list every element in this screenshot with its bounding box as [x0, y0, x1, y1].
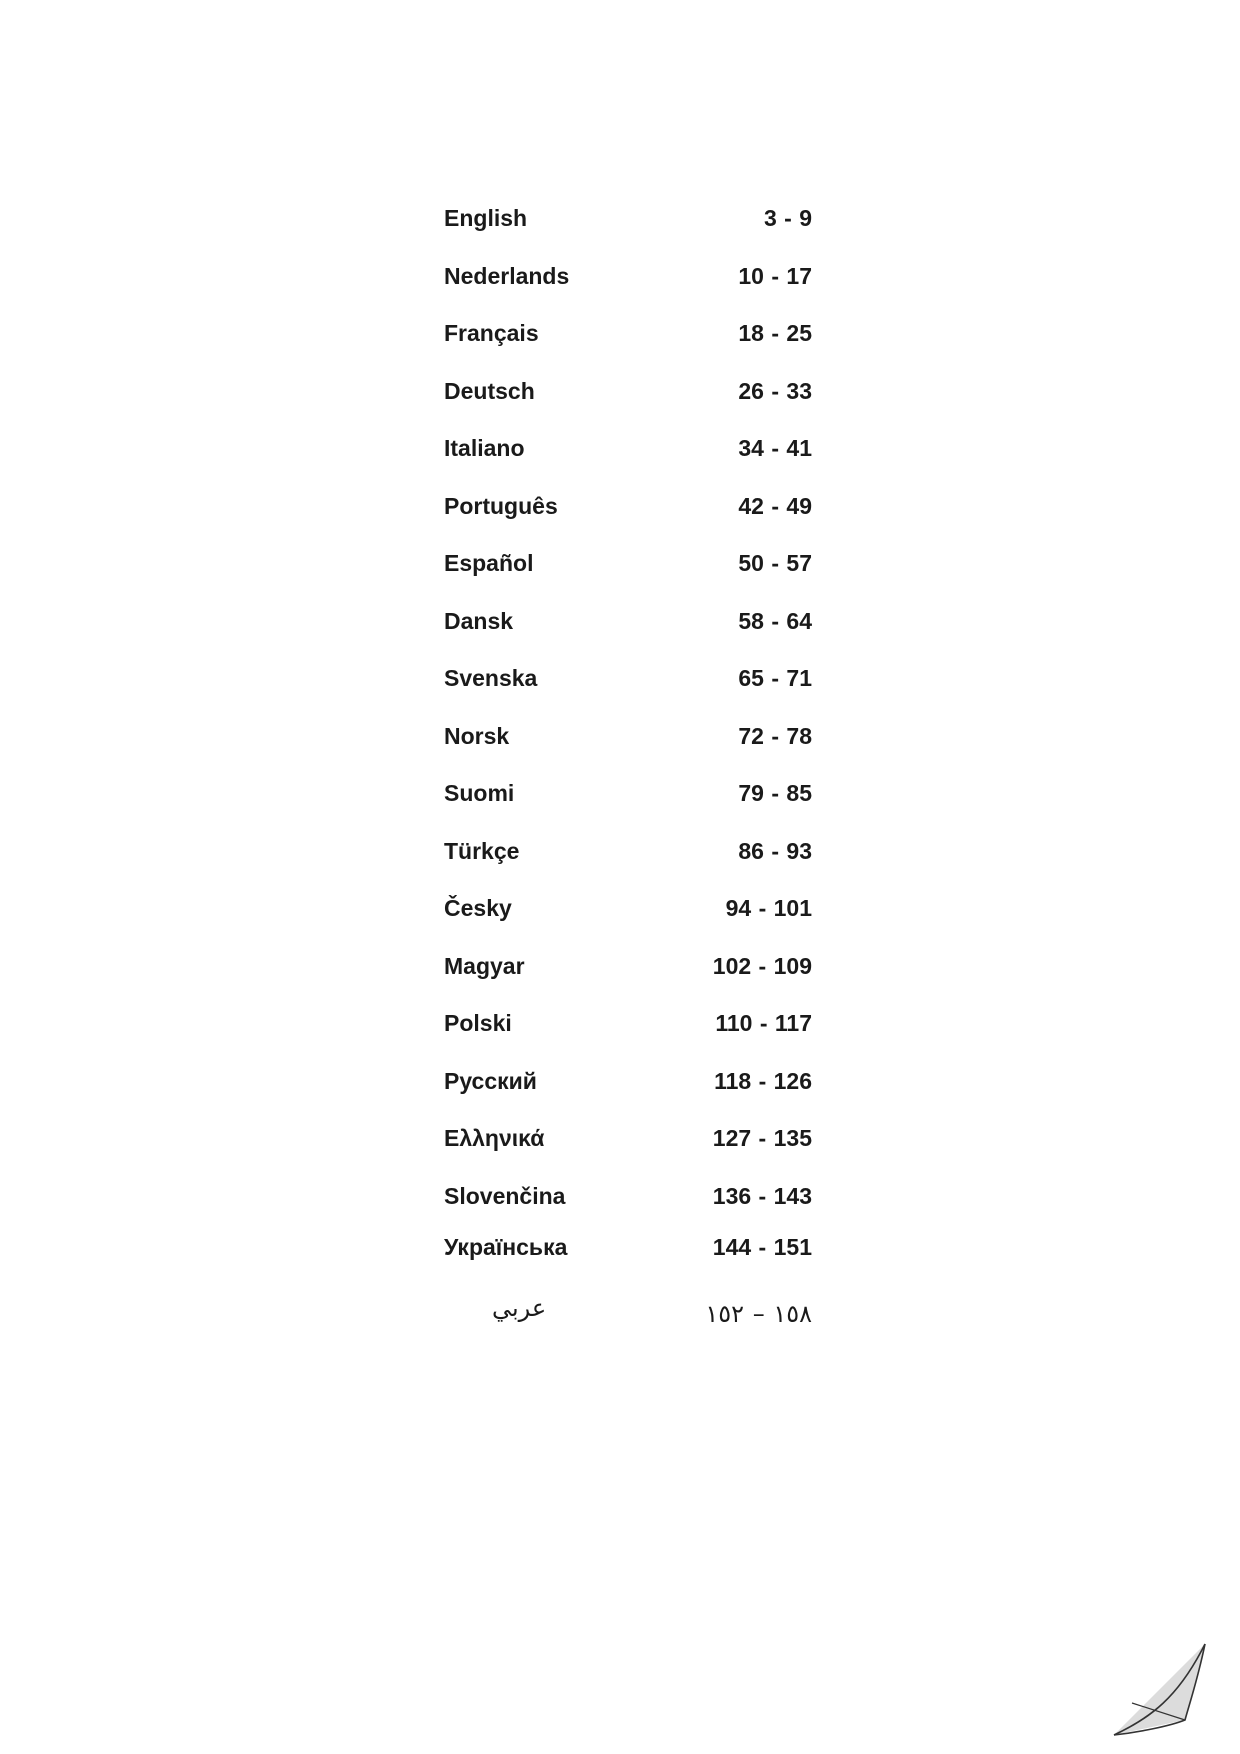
toc-page-range: 42 - 49 [738, 492, 812, 519]
toc-page-range: 26 - 33 [738, 377, 812, 404]
toc-language: Русский [444, 1067, 537, 1094]
toc-page-range: 58 - 64 [738, 607, 812, 634]
toc-language: Italiano [444, 435, 525, 461]
toc-language: Dansk [444, 607, 514, 634]
toc-language: Français [444, 320, 539, 346]
toc-row-polski[interactable] [444, 1001, 812, 1059]
toc-language: Česky [444, 895, 512, 921]
toc-row-russian[interactable] [444, 1059, 812, 1117]
toc-language: Português [444, 492, 558, 519]
toc-row-magyar[interactable] [444, 944, 812, 1002]
toc-row-espanol[interactable] [444, 541, 812, 599]
toc-row-dansk[interactable] [444, 599, 812, 657]
toc-row-francais[interactable] [444, 311, 812, 369]
toc-page-range: 72 - 78 [738, 722, 812, 749]
toc-row-suomi[interactable] [444, 771, 812, 829]
toc-row-english[interactable] [444, 196, 812, 254]
toc-language: Ελληνικά [444, 1125, 545, 1151]
toc-row-ukrainian[interactable] [444, 1225, 812, 1283]
page-curl-icon[interactable] [1110, 1640, 1210, 1740]
toc-row-norsk[interactable] [444, 714, 812, 772]
toc-page-range: 94 - 101 [725, 895, 812, 921]
toc-page-range: 110 - 117 [715, 1010, 812, 1036]
toc-page-range: 18 - 25 [738, 320, 812, 346]
toc-row-svenska[interactable] [444, 656, 812, 714]
toc-row-nederlands[interactable] [444, 254, 812, 312]
toc-page-range: 10 - 17 [738, 262, 812, 289]
toc-row-deutsch[interactable] [444, 369, 812, 427]
toc-language: Українська [444, 1233, 568, 1260]
toc-row-italiano[interactable] [444, 426, 812, 484]
toc-page-range: 86 - 93 [738, 837, 812, 864]
toc-language: Deutsch [444, 377, 535, 404]
toc-page-range: 136 - 143 [712, 1182, 812, 1209]
toc-language: Norsk [444, 722, 510, 749]
toc-row-arabic[interactable] [444, 1282, 812, 1342]
toc-page-range: 102 - 109 [712, 952, 812, 979]
toc-page-range: 50 - 57 [738, 550, 812, 576]
toc-page-range: 65 - 71 [738, 665, 812, 691]
toc-language: Suomi [444, 780, 515, 806]
toc-language: Nederlands [444, 262, 570, 289]
toc-language: Español [444, 550, 534, 576]
toc-row-portugues[interactable] [444, 484, 812, 542]
toc-row-greek[interactable] [444, 1116, 812, 1174]
toc-row-slovencina[interactable] [444, 1174, 812, 1225]
toc-language: Slovenčina [444, 1182, 566, 1209]
toc-page-range: 144 - 151 [712, 1233, 812, 1260]
toc-page-range: 79 - 85 [738, 780, 812, 806]
toc-language: Magyar [444, 952, 525, 979]
table-of-contents [444, 196, 812, 1342]
toc-page-range: ١٥٨ – ١٥٢ [705, 1300, 812, 1328]
toc-language: Türkçe [444, 837, 520, 864]
toc-page-range: 3 - 9 [763, 205, 812, 231]
toc-language: Polski [444, 1010, 512, 1036]
toc-page-range: 127 - 135 [712, 1125, 812, 1151]
toc-language: Svenska [444, 665, 538, 691]
toc-row-cesky[interactable] [444, 886, 812, 944]
toc-page-range: 118 - 126 [714, 1067, 812, 1094]
toc-page-range: 34 - 41 [738, 435, 812, 461]
toc-row-turkce[interactable] [444, 829, 812, 887]
toc-language: English [444, 205, 528, 231]
toc-language: عربي [492, 1294, 547, 1322]
